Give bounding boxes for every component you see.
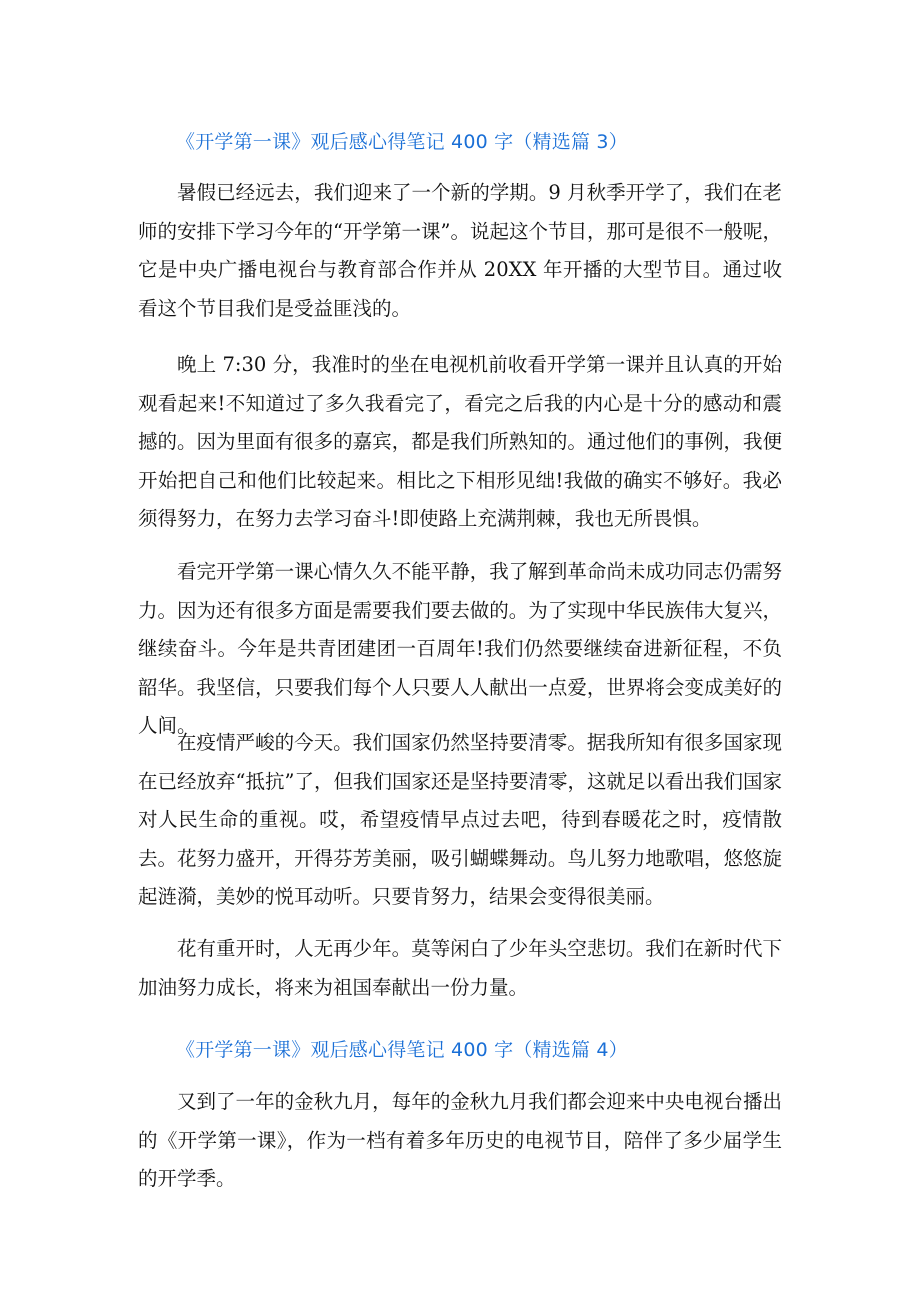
paragraph: 在疫情严峻的今天。我们国家仍然坚持要清零。据我所知有很多国家现在已经放弃“抵抗”了，但我们国家还是坚持要清零，这就足以看出我们国家对人民生命的重视。哎，希望疫情早点过去吧，待到春暖花之时，疫情散去。花努力盛开，开得芬芳美丽，吸引蝴蝶舞动。鸟儿努力地歌唱，悠悠旋起涟漪，美妙的悦耳动听。只要肯努力，结果会变得很美丽。 (138, 731, 782, 908)
section-title-4: 《开学第一课》观后感心得笔记 400 字（精选篇 4） (176, 1039, 628, 1061)
paragraph: 晚上 7:30 分，我准时的坐在电视机前收看开学第一课并且认真的开始观看起来!不知道过了多久我看完了，看完之后我的内心是十分的感动和震撼的。因为里面有很多的嘉宾，都是我们所熟知的。通过他们的事例，我便开始把自己和他们比较起来。相比之下相形见绌!我做的确实不够好。我必须得努力，在努力去学习奋斗!即使路上充满荆棘，我也无所畏惧。 (138, 353, 782, 530)
paragraph: 花有重开时，人无再少年。莫等闲白了少年头空悲切。我们在新时代下加油努力成长，将来为祖国奉献出一份力量。 (138, 937, 782, 999)
section-title-3: 《开学第一课》观后感心得笔记 400 字（精选篇 3） (176, 131, 628, 153)
paragraph: 又到了一年的金秋九月，每年的金秋九月我们都会迎来中央电视台播出的《开学第一课》，作为一档有着多年历史的电视节目，陪伴了多少届学生的开学季。 (138, 1090, 782, 1190)
paragraph: 暑假已经远去，我们迎来了一个新的学期。9 月秋季开学了，我们在老师的安排下学习今年的“开学第一课”。说起这个节目，那可是很不一般呢，它是中央广播电视台与教育部合作并从 20XX 年开播的大型节目。通过收看这个节目我们是受益匪浅的。 (138, 181, 782, 320)
paragraph: 看完开学第一课心情久久不能平静，我了解到革命尚未成功同志仍需努力。因为还有很多方面是需要我们要去做的。为了实现中华民族伟大复兴，继续奋斗。今年是共青团建团一百周年!我们仍然要继续奋进新征程，不负韶华。我坚信，只要我们每个人只要人人献出一点爱，世界将会变成美好的人间。 (138, 560, 782, 737)
